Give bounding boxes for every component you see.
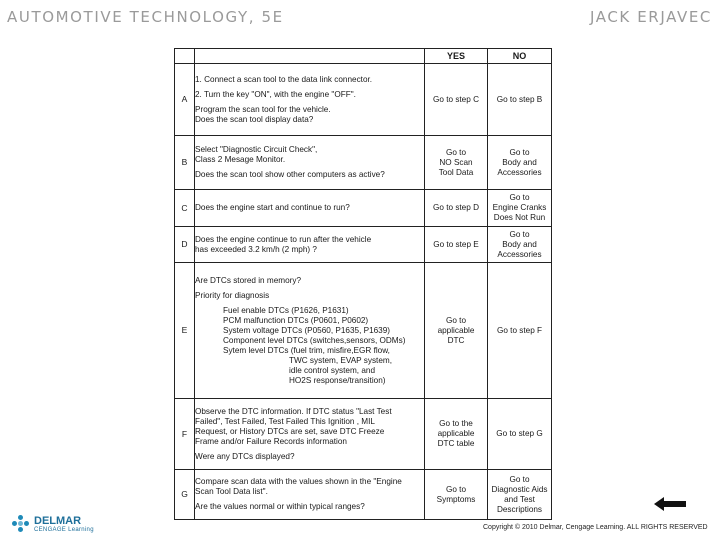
no-answer-text: Go to Body and Accessories xyxy=(497,229,542,259)
yes-answer xyxy=(425,227,488,263)
priority-item: Component level DTCs (switches,sensors, ODMs) xyxy=(223,335,406,345)
yes-answer xyxy=(425,399,488,470)
priority-item: PCM malfunction DTCs (P0601, P0602) xyxy=(223,315,369,325)
no-answer-text: Go to step B xyxy=(496,94,543,104)
question-line: Are DTCs stored in memory? xyxy=(195,275,302,285)
no-answer-text: Go to Engine Cranks Does Not Run xyxy=(492,193,547,222)
priority-item-continued: TWC system, EVAP system, xyxy=(289,355,392,365)
copyright-notice: Copyright © 2010 Delmar, Cengage Learning. ALL RIGHTS RESERVED xyxy=(483,524,708,531)
publisher-logo xyxy=(12,515,94,533)
priority-item: Sytem level DTCs (fuel trim, misfire,EGR flow, xyxy=(223,345,390,355)
step-label: B xyxy=(175,136,195,190)
no-answer-text: Go to Diagnostic Aids and Test Descriptions xyxy=(491,474,548,514)
question-line: Observe the DTC information. If DTC status "Last Test Failed", Test Failed, Test Failed This Ignition , MIL Request, or History DTCs are set, save DTC Freeze Frame and/or Failure Records information xyxy=(195,406,392,446)
no-answer xyxy=(488,470,552,520)
priority-item-continued: HO2S response/transition) xyxy=(289,375,386,385)
no-answer xyxy=(488,136,552,190)
step-question xyxy=(195,190,425,227)
yes-answer xyxy=(425,136,488,190)
priority-item: Fuel enable DTCs (P1626, P1631) xyxy=(223,305,349,315)
yes-answer-text: Go to the applicable DTC table xyxy=(437,419,475,448)
course-title: AUTOMOTIVE TECHNOLOGY, 5E xyxy=(7,8,284,26)
yes-answer-text: Go to step D xyxy=(433,203,479,212)
logo-text: DELMAR xyxy=(34,514,82,527)
step-label: C xyxy=(175,190,195,227)
step-question xyxy=(195,227,425,263)
yes-answer-text: Go to applicable DTC xyxy=(437,315,475,345)
step-question xyxy=(195,263,425,399)
no-answer xyxy=(488,399,552,470)
question-line: Are the values normal or within typical ranges? xyxy=(195,502,365,511)
priority-item-continued: idle control system, and xyxy=(289,365,376,375)
question-line: Compare scan data with the values shown in the "Engine Scan Tool Data list". xyxy=(195,477,402,496)
question-line: 2. Turn the key "ON", with the engine "OFF". xyxy=(195,89,356,99)
step-label: A xyxy=(175,64,195,136)
diagnostic-flow-table xyxy=(174,48,552,520)
table-row xyxy=(175,190,552,227)
step-label: E xyxy=(175,263,195,399)
question-line: Priority for diagnosis xyxy=(195,290,270,300)
yes-answer-text: Go to NO Scan Tool Data xyxy=(438,147,474,177)
table-row xyxy=(175,227,552,263)
step-label: G xyxy=(175,470,195,520)
column-header-no: NO xyxy=(488,49,552,64)
step-label: F xyxy=(175,399,195,470)
header-blank-step xyxy=(175,49,195,64)
delmar-logo-icon xyxy=(12,515,30,533)
no-answer xyxy=(488,64,552,136)
question-line: Select "Diagnostic Circuit Check", Class 2 Mesage Monitor. xyxy=(195,145,318,164)
no-answer xyxy=(488,190,552,227)
table-row xyxy=(175,136,552,190)
priority-item: System voltage DTCs (P0560, P1635, P1639) xyxy=(223,325,391,335)
no-answer xyxy=(488,227,552,263)
author-name: JACK ERJAVEC xyxy=(589,8,712,26)
step-label: D xyxy=(175,227,195,263)
table-row xyxy=(175,64,552,136)
no-answer-text: Go to Body and Accessories xyxy=(497,147,542,177)
no-answer xyxy=(488,263,552,399)
yes-answer-text: Go to step E xyxy=(433,239,479,249)
no-answer-text: Go to step F xyxy=(496,325,543,335)
question-line: Does the engine continue to run after the vehicle has exceeded 3.2 km/h (2 mph) ? xyxy=(195,234,372,254)
question-line: Were any DTCs displayed? xyxy=(195,451,295,461)
no-answer-text: Go to step G xyxy=(496,429,543,438)
yes-answer xyxy=(425,190,488,227)
question-line: Program the scan tool for the vehicle. Does the scan tool display data? xyxy=(195,104,331,124)
yes-answer xyxy=(425,470,488,520)
step-question xyxy=(195,470,425,520)
table-row xyxy=(175,470,552,520)
question-line: 1. Connect a scan tool to the data link connector. xyxy=(195,74,373,84)
yes-answer-text: Go to Symptoms xyxy=(436,484,476,504)
table-header-row xyxy=(175,49,552,64)
table-row xyxy=(175,263,552,399)
yes-answer-text: Go to step C xyxy=(433,94,479,104)
question-line: Does the scan tool show other computers as active? xyxy=(195,170,385,179)
header-blank-question xyxy=(195,49,425,64)
left-arrow-icon[interactable] xyxy=(654,497,686,511)
table-row xyxy=(175,399,552,470)
column-header-yes: YES xyxy=(425,49,488,64)
step-question xyxy=(195,399,425,470)
step-question xyxy=(195,64,425,136)
yes-answer xyxy=(425,263,488,399)
step-question xyxy=(195,136,425,190)
question-line: Does the engine start and continue to run? xyxy=(195,203,350,212)
logo-subtext: CENGAGE Learning xyxy=(34,526,94,533)
yes-answer xyxy=(425,64,488,136)
